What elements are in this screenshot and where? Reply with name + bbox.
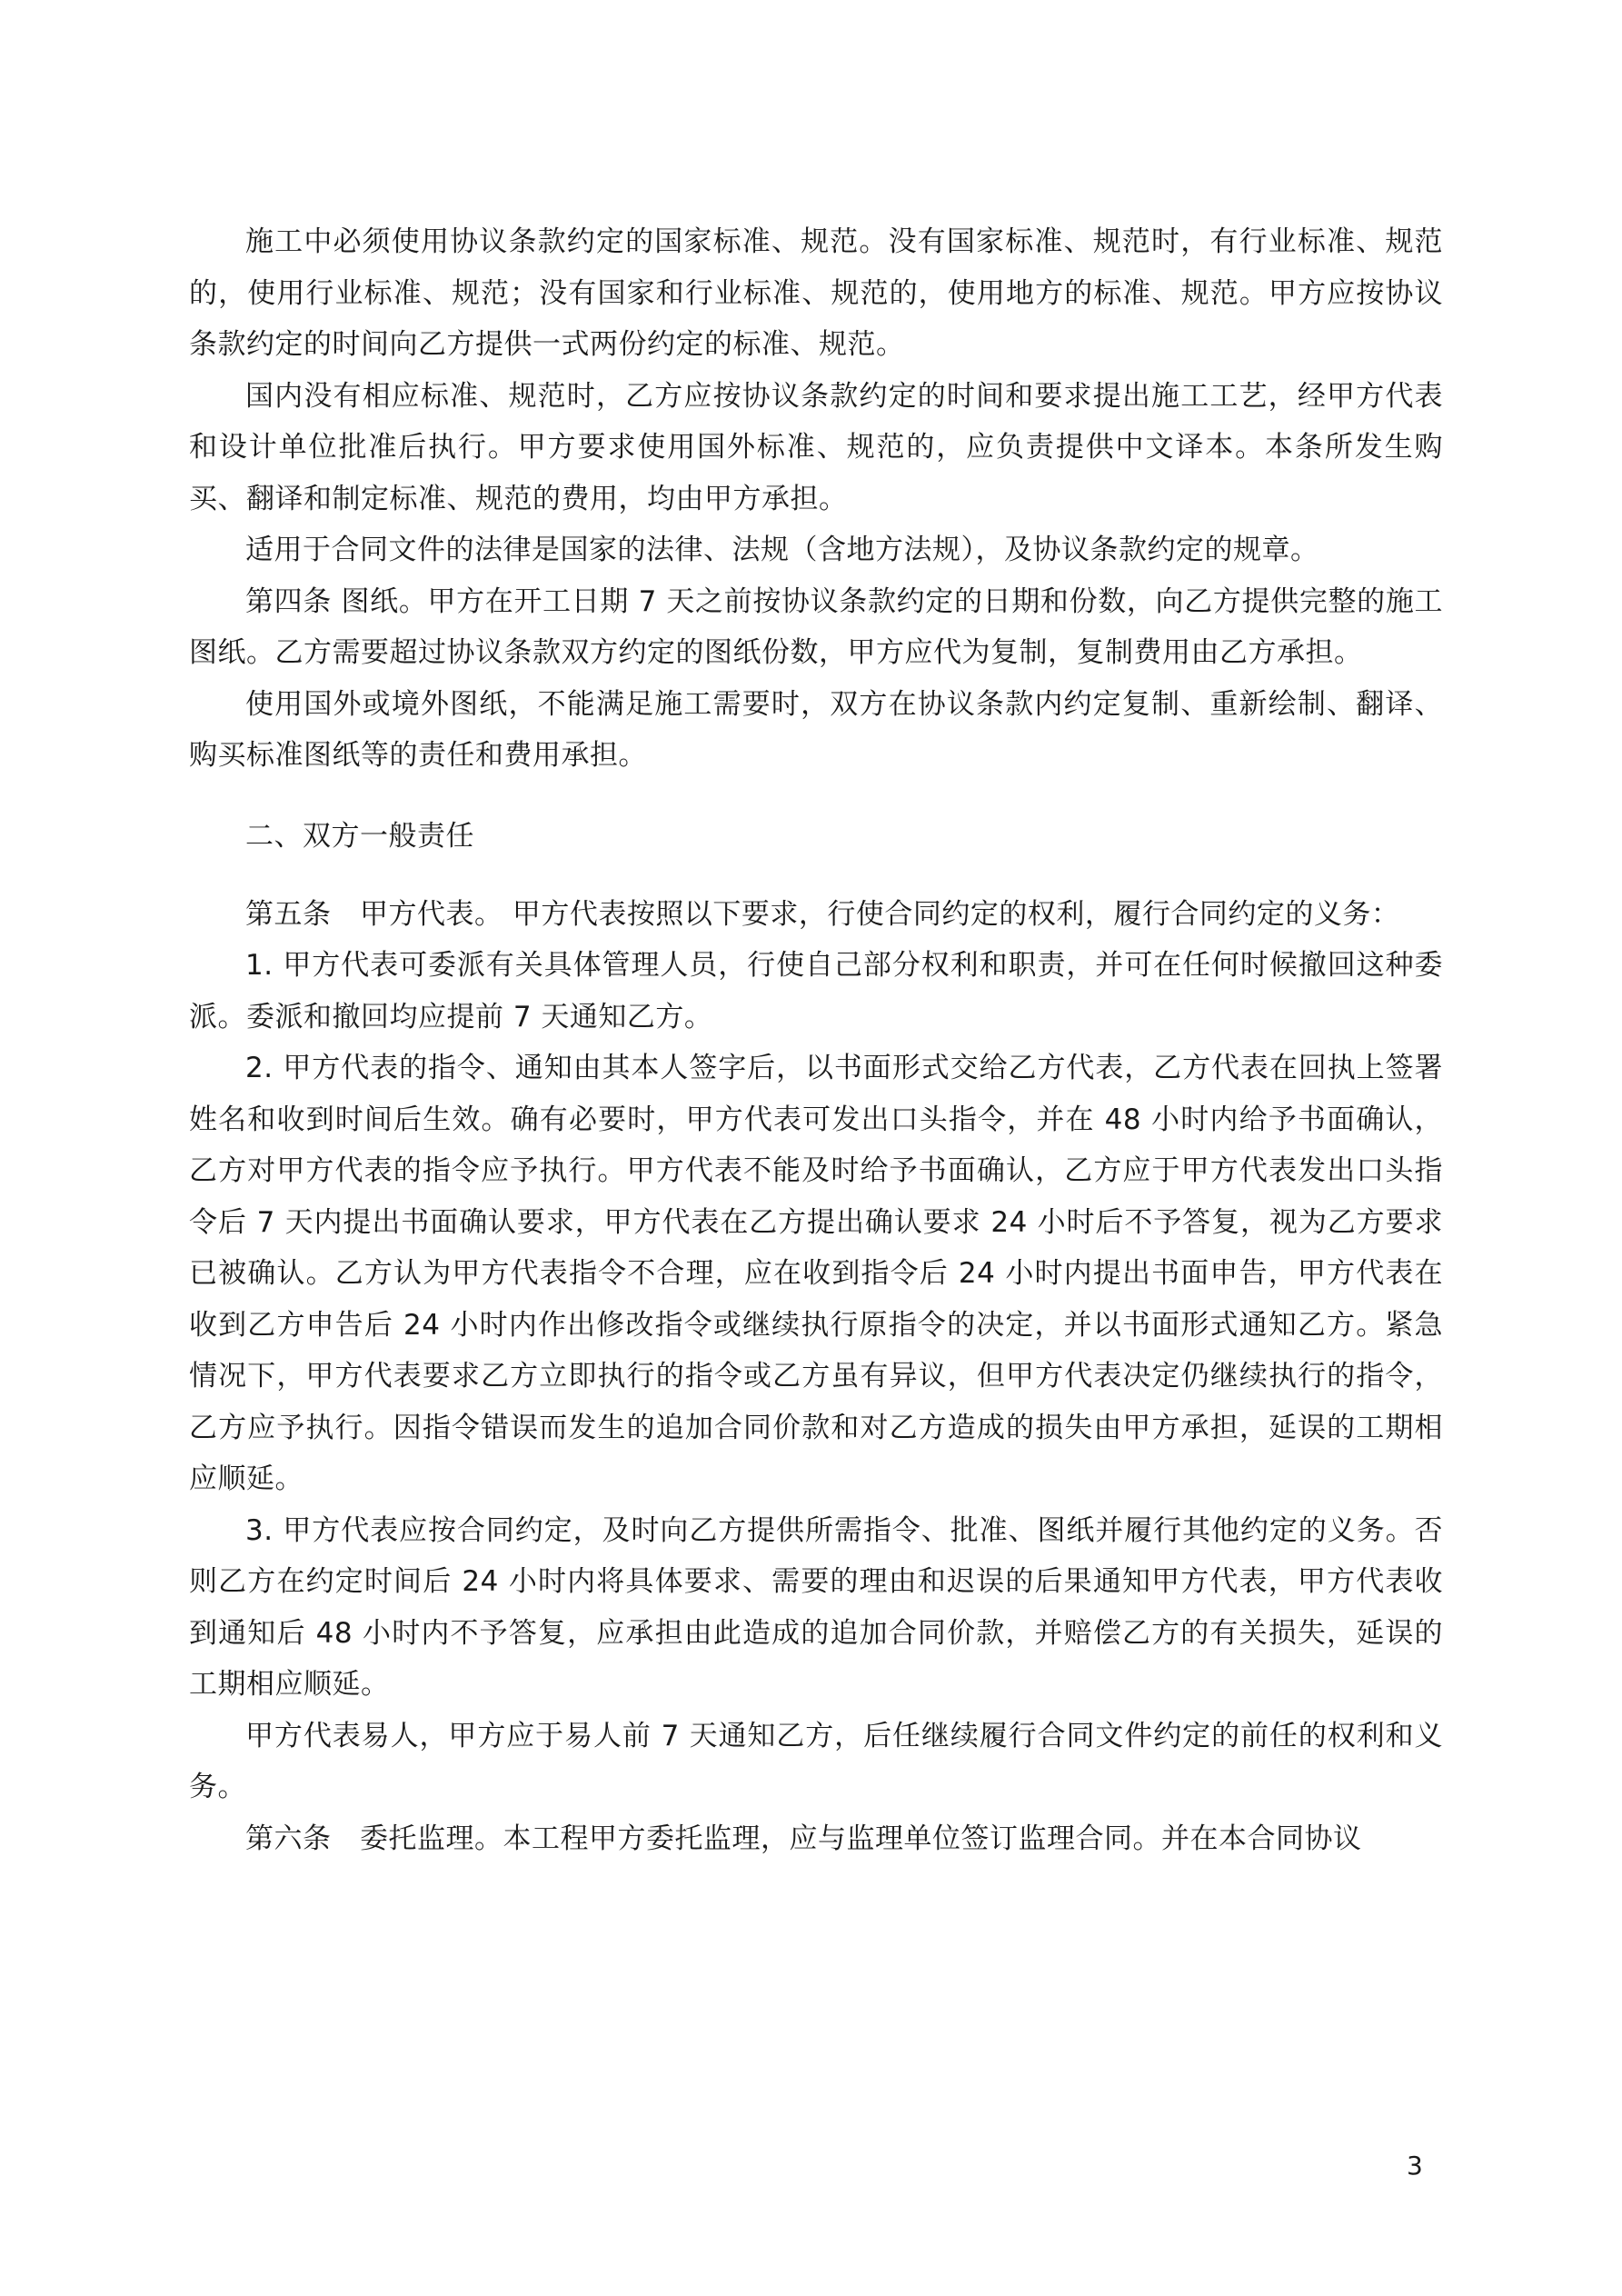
paragraph-article-6: 第六条 委托监理。本工程甲方委托监理，应与监理单位签订监理合同。并在本合同协议	[245, 1822, 1362, 1855]
section-heading: 二、双方一般责任	[245, 819, 474, 853]
paragraph-article-5: 第五条 甲方代表。 甲方代表按照以下要求，行使合同约定的权利，履行合同约定的义务：	[245, 897, 1400, 931]
document-page	[189, 216, 1443, 1864]
paragraph-applicable-law: 适用于合同文件的法律是国家的法律、法规（含地方法规），及协议条款约定的规章。	[245, 534, 1319, 566]
paragraph-no-standards: 国内没有相应标准、规范时，乙方应按协议条款约定的时间和要求提出施工工艺，经甲方代表和设计单位批准后执行。甲方要求使用国外标准、规范的，应负责提供中文译本。本条所发生购买、翻译和制定标准、规范的费用，均由甲方承担。	[189, 379, 1443, 515]
paragraph-item-2: 2. 甲方代表的指令、通知由其本人签字后，以书面形式交给乙方代表，乙方代表在回执上签署姓名和收到时间后生效。确有必要时，甲方代表可发出口头指令，并在 48 小时内给予书面确认，乙方对甲方代表的指令应予执行。甲方代表不能及时给予书面确认，乙方应于甲方代表发出口头指令后 7 天内提出书面确认要求，甲方代表在乙方提出确认要求 24 小时后不予答复，视为乙方要求已被确认。乙方认为甲方代表指令不合理，应在收到指令后 24 小时内提出书面申告，甲方代表在收到乙方申告后 24 小时内作出修改指令或继续执行原指令的决定，并以书面形式通知乙方。紧急情况下，甲方代表要求乙方立即执行的指令或乙方虽有异议，但甲方代表决定仍继续执行的指令，乙方应予执行。因指令错误而发生的追加合同价款和对乙方造成的损失由甲方承担，延误的工期相应顺延。	[189, 1052, 1443, 1495]
paragraph-foreign-drawings: 使用国外或境外图纸，不能满足施工需要时，双方在协议条款内约定复制、重新绘制、翻译、购买标准图纸等的责任和费用承担。	[189, 687, 1443, 772]
paragraph-representative-change: 甲方代表易人，甲方应于易人前 7 天通知乙方，后任继续履行合同文件约定的前任的权利和义务。	[189, 1719, 1443, 1803]
paragraph-standards: 施工中必须使用协议条款约定的国家标准、规范。没有国家标准、规范时，有行业标准、规范的，使用行业标准、规范；没有国家和行业标准、规范的，使用地方的标准、规范。甲方应按协议条款约定的时间向乙方提供一式两份约定的标准、规范。	[189, 225, 1443, 361]
page-number: 3	[1407, 2151, 1423, 2181]
paragraph-item-3: 3. 甲方代表应按合同约定，及时向乙方提供所需指令、批准、图纸并履行其他约定的义务。否则乙方在约定时间后 24 小时内将具体要求、需要的理由和迟误的后果通知甲方代表，甲方代表收到通知后 48 小时内不予答复，应承担由此造成的追加合同价款，并赔偿乙方的有关损失，延误的工期相应顺延。	[189, 1513, 1443, 1701]
paragraph-item-1: 1. 甲方代表可委派有关具体管理人员，行使自己部分权利和职责，并可在任何时候撤回这种委派。委派和撤回均应提前 7 天通知乙方。	[189, 949, 1443, 1033]
paragraph-article-4-drawings: 第四条 图纸。甲方在开工日期 7 天之前按协议条款约定的日期和份数，向乙方提供完整的施工图纸。乙方需要超过协议条款双方约定的图纸份数，甲方应代为复制，复制费用由乙方承担。	[189, 584, 1443, 669]
